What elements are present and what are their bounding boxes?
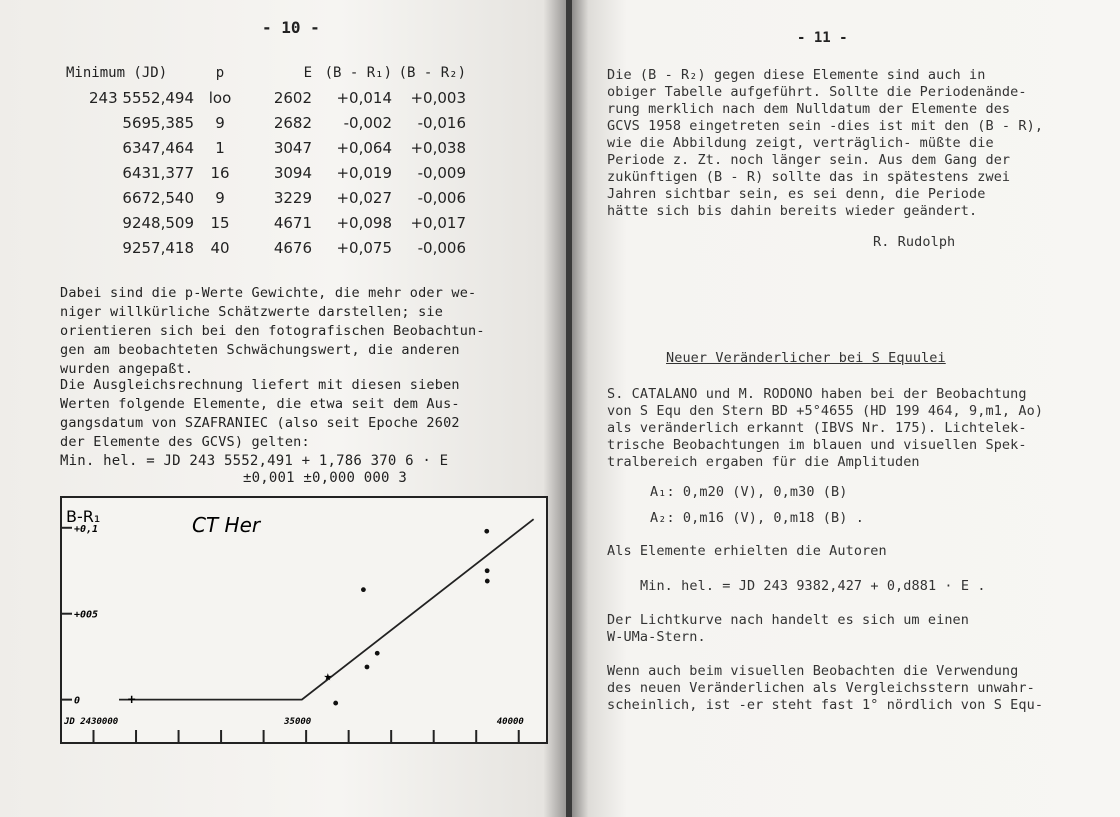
table-cell: 4676	[273, 238, 312, 257]
chart-svg	[62, 498, 546, 742]
column-header: Minimum (JD)	[66, 64, 168, 81]
paragraph-comparison	[607, 663, 1043, 714]
page-number: - 10 -	[262, 18, 320, 37]
y-tick-label: 0	[74, 695, 81, 707]
data-point	[485, 579, 490, 584]
column-header: p	[215, 64, 225, 81]
table-cell: 4671	[273, 213, 312, 232]
x-tick-label: JD 2430000	[64, 717, 119, 727]
table-cell: 9248,509	[122, 213, 194, 232]
data-point	[485, 568, 490, 573]
table-cell: +0,075	[336, 238, 392, 257]
table-cell: 6431,377	[122, 163, 194, 182]
data-point	[484, 529, 489, 534]
text-line: wurden angepaßt.	[60, 361, 194, 377]
table-cell: -0,016	[417, 113, 466, 132]
data-point	[361, 587, 366, 592]
data-point	[365, 665, 370, 670]
x-tick-label: 40000	[496, 717, 524, 727]
table-cell: 243 5552,494	[89, 88, 194, 107]
table-cell: loo	[208, 88, 232, 107]
table-cell: 6672,540	[122, 188, 194, 207]
text-line: wie die Abbildung zeigt, verträglich- müßte die	[607, 135, 994, 151]
table-row	[66, 85, 466, 110]
text-line: Die Ausgleichsrechnung liefert mit diesen sieben	[60, 377, 460, 393]
table-cell: 16	[210, 163, 230, 182]
text-line: Jahren sichtbar sein, es sei denn, die Periode	[607, 186, 986, 202]
table-cell: 6347,464	[122, 138, 194, 157]
text-line: hätte sich bis dahin bereits wieder geändert.	[607, 203, 978, 219]
page-number: - 11 -	[797, 30, 848, 46]
table-cell: 2682	[273, 113, 312, 132]
data-point-star: ★	[323, 668, 333, 685]
text-line: trische Beobachtungen im blauen und visuellen Spek-	[607, 437, 1027, 453]
text-line: der Elemente des GCVS) gelten:	[60, 434, 310, 450]
table-cell: -0,006	[417, 188, 466, 207]
paragraph-weights	[60, 284, 485, 379]
text-line: orientieren sich bei den fotografischen Beobachtun-	[60, 323, 485, 339]
table-cell: 9257,418	[122, 238, 194, 257]
table-cell: +0,064	[336, 138, 392, 157]
chart-title: CT Her	[192, 513, 261, 537]
table-cell: 1	[215, 138, 225, 157]
text-line: GCVS 1958 eingetreten sein -dies ist mit den (B - R),	[607, 118, 1044, 134]
table-cell: -0,002	[343, 113, 392, 132]
text-line: Die (B - R₂) gegen diese Elemente sind auch in	[607, 67, 986, 83]
x-tick-label: 35000	[284, 717, 312, 727]
y-tick-label: +005	[74, 609, 99, 621]
column-header: (B - R₁)	[324, 64, 392, 81]
table-cell: +0,017	[410, 213, 466, 232]
text-line: des neuen Veränderlichen als Vergleichsstern unwahr-	[607, 680, 1035, 696]
table-cell: +0,014	[336, 88, 392, 107]
table-cell: 3094	[273, 163, 312, 182]
data-point	[333, 701, 338, 706]
minima-table	[66, 60, 466, 260]
table-cell: +0,003	[410, 88, 466, 107]
table-cell: 9	[215, 188, 225, 207]
table-cell: 40	[210, 238, 230, 257]
table-cell: -0,009	[417, 163, 466, 182]
table-cell: +0,027	[336, 188, 392, 207]
paragraph-elements	[60, 376, 460, 452]
paragraph-type	[607, 612, 969, 646]
text-line: S. CATALANO und M. RODONO haben bei der Beobachtung	[607, 386, 1027, 402]
y-axis-label: B-R₁	[66, 507, 101, 526]
table-row	[66, 110, 466, 135]
section-heading: Neuer Veränderlicher bei S Equulei	[666, 350, 946, 366]
data-point-cross: +	[127, 692, 136, 708]
table-cell: 3229	[273, 188, 312, 207]
text-line: W-UMa-Stern.	[607, 629, 706, 645]
text-line: gen am beobachteten Schwächungswert, die anderen	[60, 342, 460, 358]
y-tick-label: +0,1	[74, 523, 99, 535]
elements-intro: Als Elemente erhielten die Autoren	[607, 543, 887, 559]
table-row	[66, 210, 466, 235]
text-line: Periode z. Zt. noch länger sein. Aus dem Gang der	[607, 152, 1011, 168]
table-cell: 2602	[273, 88, 312, 107]
table-row	[66, 135, 466, 160]
text-line: von S Equ den Stern BD +5°4655 (HD 199 464, 9,m1, Ao)	[607, 403, 1044, 419]
table-row	[66, 185, 466, 210]
table-cell: 5695,385	[122, 113, 194, 132]
text-line: gangsdatum von SZAFRANIEC (also seit Epoche 2602	[60, 415, 460, 431]
text-line: tralbereich ergaben für die Amplituden	[607, 454, 920, 470]
table-cell: +0,098	[336, 213, 392, 232]
formula-line: Min. hel. = JD 243 5552,491 + 1,786 370 6 · E	[60, 453, 449, 469]
table-row	[66, 235, 466, 260]
table-cell: 15	[210, 213, 230, 232]
text-line: Wenn auch beim visuellen Beobachten die Verwendung	[607, 663, 1019, 679]
paragraph-discussion	[607, 67, 1043, 220]
ct-her-chart	[60, 496, 548, 744]
table-cell: -0,006	[417, 238, 466, 257]
text-line: rung merklich nach dem Nulldatum der Elemente des	[607, 101, 1011, 117]
text-line: Werten folgende Elemente, die etwa seit dem Aus-	[60, 396, 460, 412]
column-header: E	[303, 64, 312, 81]
text-line: obiger Tabelle aufgeführt. Sollte die Periodenände-	[607, 84, 1027, 100]
table-header	[66, 60, 466, 85]
text-line: als veränderlich erkannt (IBVS Nr. 175). Lichtelek-	[607, 420, 1027, 436]
table-row	[66, 160, 466, 185]
text-line: Dabei sind die p-Werte Gewichte, die mehr oder we-	[60, 285, 477, 301]
amplitude-1: A₁: 0,m20 (V), 0,m30 (B)	[650, 484, 848, 500]
table-cell: +0,038	[410, 138, 466, 157]
text-line: niger willkürliche Schätzwerte darstellen; sie	[60, 304, 444, 320]
table-cell: 3047	[273, 138, 312, 157]
table-cell: +0,019	[336, 163, 392, 182]
text-line: zukünftigen (B - R) sollte das in spätestens zwei	[607, 169, 1011, 185]
text-line: scheinlich, ist -er steht fast 1° nördlich von S Equ-	[607, 697, 1044, 713]
table-cell: 9	[215, 113, 225, 132]
formula-errors: ±0,001 ±0,000 000 3	[243, 470, 407, 486]
paragraph-discovery	[607, 386, 1043, 471]
data-point	[375, 651, 380, 656]
table-body	[66, 85, 466, 260]
text-line: Der Lichtkurve nach handelt es sich um einen	[607, 612, 970, 628]
elements-formula: Min. hel. = JD 243 9382,427 + 0,d881 · E .	[640, 578, 986, 594]
signature: R. Rudolph	[873, 234, 956, 250]
amplitude-2: A₂: 0,m16 (V), 0,m18 (B) .	[650, 510, 864, 526]
column-header: (B - R₂)	[398, 64, 466, 81]
